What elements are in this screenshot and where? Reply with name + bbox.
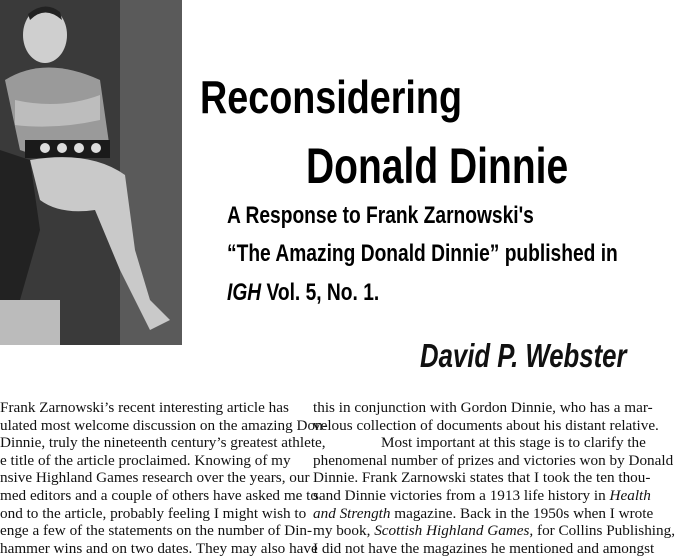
- text-line: hammer wins and on two dates. They may also have: [0, 539, 318, 557]
- volume-info: Vol. 5, No. 1.: [261, 279, 380, 306]
- text-line: I did not have the magazines he mentioned and amongst: [313, 539, 655, 557]
- body-left-column: [0, 399, 328, 557]
- text-line: Frank Zarnowski’s recent interesting article has: [0, 399, 289, 416]
- subtitle-line-3: [227, 279, 379, 307]
- book-title: Scottish Highland Games,: [374, 522, 534, 540]
- text-fragment: for Collins Publishing,: [533, 522, 675, 540]
- text-line: ond to the article, probably feeling I might wish to: [0, 504, 307, 522]
- journal-abbrev: IGH: [227, 279, 262, 306]
- text-line: Dinnie. Frank Zarnowski states that I took the ten thou-: [313, 469, 651, 487]
- photo-donald-dinnie: [0, 0, 182, 345]
- text-fragment: magazine. Back in the 1950s when I wrote: [390, 504, 654, 522]
- body-right-column: [313, 399, 675, 557]
- text-fragment-italic: Health: [609, 486, 651, 504]
- text-fragment-italic: and Strength: [313, 504, 391, 522]
- text-line: phenomenal number of prizes and victories won by Donald: [313, 451, 674, 469]
- text-line: Dinnie, truly the nineteenth century’s greatest athlete,: [0, 434, 326, 452]
- text-line: [313, 486, 651, 505]
- title-line-1: Reconsidering: [200, 71, 463, 123]
- subtitle-line-2: “The Amazing Donald Dinnie” published in: [227, 240, 618, 267]
- text-fragment: my book,: [313, 522, 375, 540]
- text-line: [313, 504, 654, 523]
- author-byline: David P. Webster: [420, 337, 627, 374]
- text-line: [313, 522, 675, 540]
- text-line: Most important at this stage is to clarify the: [381, 434, 646, 452]
- subtitle-line-1: A Response to Frank Zarnowski's: [227, 202, 534, 229]
- text-line: this in conjunction with Gordon Dinnie, who has a mar-: [313, 399, 653, 416]
- text-line: med editors and a couple of others have asked me to: [0, 486, 318, 504]
- title-line-2: Donald Dinnie: [306, 138, 569, 194]
- text-line: ulated most welcome discussion on the amazing Don-: [0, 416, 328, 434]
- text-fragment: sand Dinnie victories from a 1913 life history in: [313, 486, 610, 504]
- text-line: enge a few of the statements on the number of Din-: [0, 522, 313, 540]
- text-line: e title of the article proclaimed. Knowing of my: [0, 451, 291, 469]
- text-line: nsive Highland Games research over the years, our: [0, 469, 310, 487]
- text-line: velous collection of documents about his distant relative.: [313, 416, 659, 434]
